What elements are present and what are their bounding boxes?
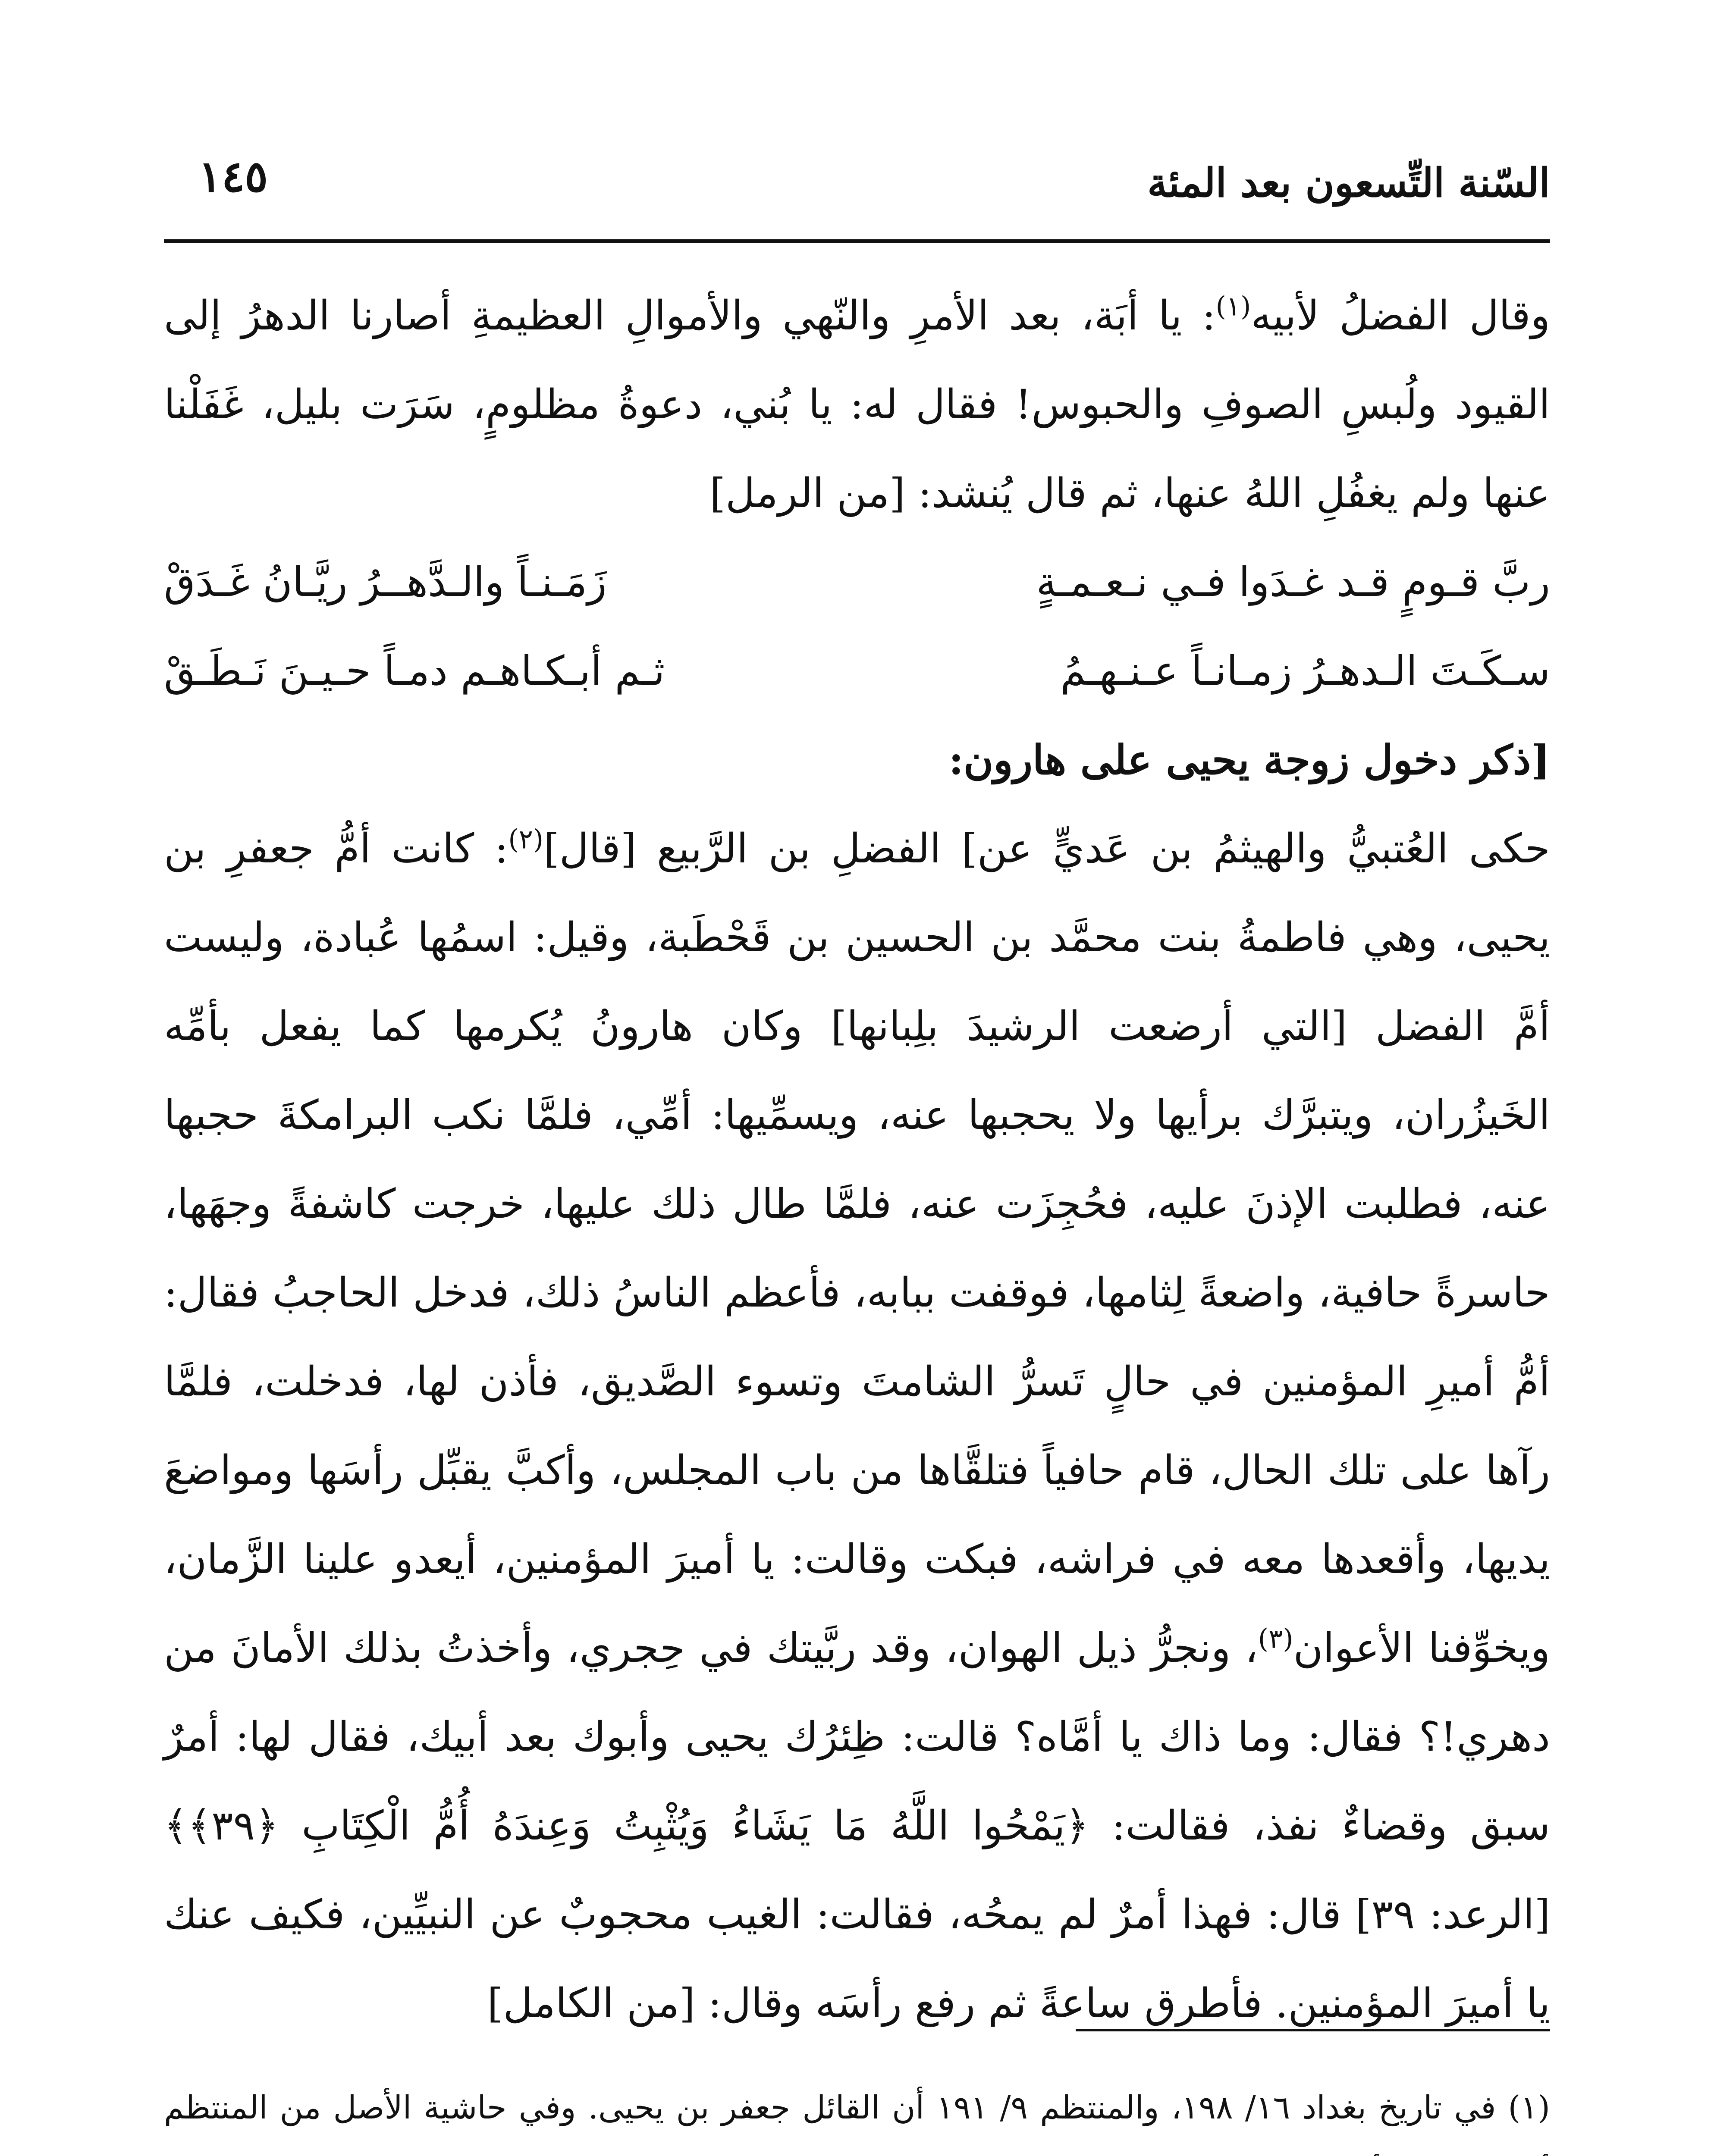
footnote-reference: (١) <box>1215 290 1251 322</box>
verse-second-hemistich: زَمَـنـاً والـدَّهــرُ ريَّـانُ غَـدَقْ <box>164 559 607 606</box>
paragraph <box>164 805 1550 2048</box>
page-header <box>164 142 1550 216</box>
main-text <box>164 272 1551 2027</box>
footnote: (١) في تاريخ بغداد ١٦/ ١٩٨، والمنتظم ٩/ ١٩١ أن القائل جعفر بن يحيى. وفي حاشية الأصل من المنتظم <box>164 2089 1550 2126</box>
paragraph-text: : يا أبَة، بعد الأمرِ والنّهي والأموالِ العظيمةِ أصارنا الدهرُ إلى القيود ولُبسِ الصوفِ والحبوس! فقال له: يا بُني، دعوةُ مظلومٍ، سَرَت بليل، غَفَلْنا عنها ولم يغفُلِ اللهُ عنها، ثم قال يُنشد: [من الرمل] <box>164 292 1550 517</box>
section-heading: [ذكر دخول زوجة يحيى على هارون: <box>948 736 1550 784</box>
running-title: السّنة التِّسعون بعد المئة <box>1147 160 1550 206</box>
verse-first-hemistich: ربَّ قـومٍ قـد غـدَوا فـي نـعـمـةٍ <box>1036 559 1550 606</box>
verse-line <box>164 538 1550 627</box>
page-number: ١٤٥ <box>198 151 268 202</box>
paragraph <box>164 272 1550 538</box>
paragraph-text: حكى العُتبيُّ والهيثمُ بن عَديٍّ عن] الفضلِ بن الرَّبيع [قال] <box>543 825 1550 872</box>
paragraph-text: ، ونجرُّ ذيل الهوان، وقد ربَّيتك في حِجري، وأخذتُ بذلك الأمانَ من دهري!؟ فقال: وما ذاك يا أمَّاه؟ قالت: ظِئرُك يحيى وأبوك بعد أبيك، فقال لها: أمرٌ سبق وقضاءٌ نفذ، فقالت: ﴿يَمْحُوا اللَّهُ مَا يَشَاءُ وَيُثْبِتُ وَعِندَهُ أُمُّ الْكِتَابِ ﴿٣٩﴾﴾ [الرعد: ٣٩] قال: فهذا أمرٌ لم يمحُه، فقالت: الغيب محجوبٌ عن النبيِّين، فكيف عنك يا أميرَ المؤمنين. فأطرق ساعةً ثم رفع رأسَه وقال: [من الكامل] <box>164 1625 1550 2027</box>
header-rule <box>164 239 1550 243</box>
footnote-rule <box>1076 2029 1550 2031</box>
paragraph-text: : كانت أمُّ جعفرِ بن يحيى، وهي فاطمةُ بنت محمَّد بن الحسين بن قَحْطَبة، وقيل: اسمُها عُبادة، وليست أمَّ الفضل [التي أرضعت الرشيدَ بلِبانها] وكان هارونُ يُكرمها كما يفعل بأمِّه الخَيزُران، ويتبرَّك برأيها ولا يحجبها عنه، ويسمِّيها: أمِّي، فلمَّا نكب البرامكةَ حجبها عنه، فطلبت الإذنَ عليه، فحُجِزَت عنه، فلمَّا طال ذلك عليها، خرجت كاشفةً وجهَها، حاسرةً حافية، واضعةً لِثامها، فوقفت ببابه، فأعظم الناسُ ذلك، فدخل الحاجبُ فقال: أمُّ أميرِ المؤمنين في حالٍ تَسرُّ الشامتَ وتسوء الصَّديق، فأذن لها، فدخلت، فلمَّا رآها على تلك الحال، قام حافياً فتلقَّاها من باب المجلس، وأكبَّ يقبِّل رأسَها ومواضعَ يديها، وأقعدها معه في فراشه، فبكت وقالت: يا أميرَ المؤمنين، أيعدو علينا الزَّمان، ويخوِّفنا الأعوان <box>164 825 1551 1672</box>
verse-line <box>164 627 1550 716</box>
footnote-reference: (٣) <box>1258 1623 1293 1655</box>
footnotes <box>164 2074 1550 2156</box>
verse-first-hemistich: سـكَـتَ الـدهـرُ زمـانـاً عـنـهـمُ <box>1060 648 1550 695</box>
verse-second-hemistich: ثـم أبـكـاهـم دمـاً حـيـنَ نَـطَـقْ <box>164 648 665 695</box>
footnote-reference: (٢) <box>508 823 544 855</box>
paragraph-text: وقال الفضلُ لأبيه <box>1251 292 1550 339</box>
